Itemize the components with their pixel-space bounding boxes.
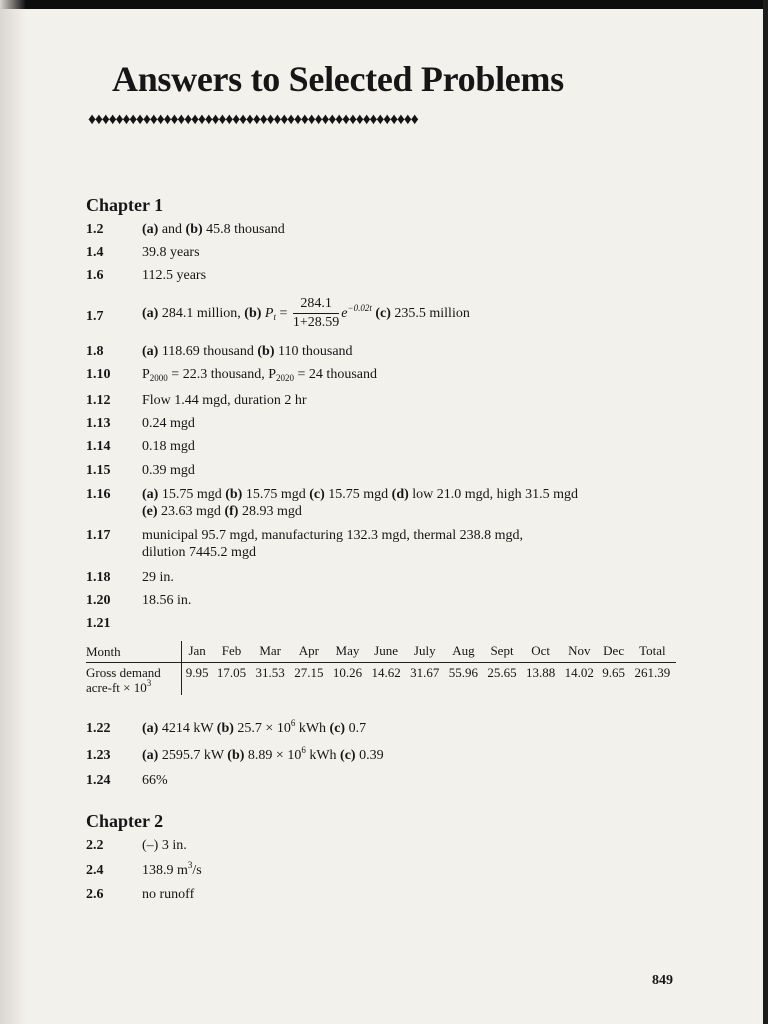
table-header-cell: Sept	[483, 641, 522, 663]
problem-number: 1.21	[86, 616, 111, 631]
problem-number: 1.7	[86, 309, 104, 324]
problem-number: 1.12	[86, 393, 111, 408]
answer-text: 138.9 $m^3/s$	[142, 860, 202, 878]
table-header-cell: Oct	[521, 641, 560, 663]
table-header-cell: July	[405, 641, 444, 663]
answer-text: 39.8 years	[142, 245, 200, 260]
table-row	[86, 663, 676, 696]
problem-number: 1.6	[86, 268, 104, 283]
chapter-1-heading: Chapter 1	[86, 195, 164, 215]
table-cell: 14.62	[371, 665, 401, 680]
answer-text: (a) 2595.7 kW (b) $8.89 \times 10^6$ kWh (c) 0.39	[142, 745, 384, 763]
answer-text: (a) 284.1 million, (b) $P_t$ = $\frac{284.1}{1+28.59}$ $e^{-0.02t}$ (c) 235.5 million	[142, 296, 470, 330]
answer-text: Flow 1.44 mgd, duration 2 hr	[142, 393, 307, 408]
gross-demand-table	[86, 641, 676, 695]
problem-number: 2.2	[86, 838, 104, 853]
problem-number: 2.4	[86, 863, 104, 878]
problem-number: 1.13	[86, 416, 111, 431]
table-header-cell: Nov	[560, 641, 599, 663]
problem-number: 1.17	[86, 528, 111, 543]
table-header-cell: Apr	[290, 641, 329, 663]
problem-number: 1.4	[86, 245, 104, 260]
answer-1-7	[86, 296, 706, 340]
answer-text: 112.5 years	[142, 268, 207, 283]
answer-text: $P_{2000} = 22.3$ thousand, $P_{2020} = 24$ thousand	[142, 367, 377, 383]
table-header-cell: Dec	[599, 641, 629, 663]
table-cell: 9.65	[602, 665, 626, 680]
table-header-cell: Feb	[212, 641, 251, 663]
problem-number: 1.2	[86, 222, 104, 237]
answer-text: (a) 118.69 thousand (b) 110 thousand	[142, 344, 353, 359]
answer-text: (–) 3 in.	[142, 838, 187, 853]
problem-number: 1.24	[86, 773, 111, 788]
problem-number: 1.10	[86, 367, 111, 382]
table-cell: 9.95	[185, 665, 209, 680]
page-number: 849	[652, 973, 673, 988]
problem-number: 1.22	[86, 721, 111, 736]
problem-number: 1.18	[86, 570, 111, 585]
table-header-cell: Mar	[251, 641, 290, 663]
answer-text: 18.56 in.	[142, 593, 192, 608]
answer-text: 66%	[142, 773, 168, 788]
table-cell: 31.67	[410, 665, 440, 680]
table-cell: 14.02	[564, 665, 594, 680]
table-cell: 261.39	[634, 665, 671, 680]
table-header-cell: May	[328, 641, 367, 663]
problem-number: 1.23	[86, 748, 111, 763]
table-header-cell: Month	[86, 641, 182, 663]
table-cell: 55.96	[448, 665, 478, 680]
chapter-2-section	[86, 808, 706, 908]
ornament-divider: ♦♦♦♦♦♦♦♦♦♦♦♦♦♦♦♦♦♦♦♦♦♦♦♦♦♦♦♦♦♦♦♦♦♦♦♦♦♦♦♦♦♦♦♦♦♦♦♦	[88, 111, 418, 128]
answer-text: 0.39 mgd	[142, 463, 195, 478]
table-cell: 27.15	[294, 665, 324, 680]
table-cell: 17.05	[216, 665, 247, 680]
table-header-cell: June	[367, 641, 406, 663]
answer-text: municipal 95.7 mgd, manufacturing 132.3 mgd, thermal 238.8 mgd, dilution 7445.2 mgd	[142, 528, 524, 560]
problem-number: 1.14	[86, 439, 111, 454]
answer-text: (a) and (b) 45.8 thousand	[142, 222, 285, 237]
scan-right-edge	[763, 0, 768, 1024]
problem-number: 1.20	[86, 593, 111, 608]
table-header-row	[86, 641, 676, 663]
table-cell: 13.88	[526, 665, 556, 680]
page-gutter-shadow	[0, 0, 26, 1024]
problem-number: 1.8	[86, 344, 104, 359]
answer-text: 29 in.	[142, 570, 174, 585]
problem-number: 1.16	[86, 487, 111, 502]
chapter-1-section	[86, 192, 706, 792]
page-title: Answers to Selected Problems	[112, 59, 564, 99]
answer-text: (a) 15.75 mgd (b) 15.75 mgd (c) 15.75 mgd (d) low 21.0 mgd, high 31.5 mgd (e) 23.63 mgd (f) 28.93 mgd	[142, 487, 578, 519]
problem-number: 1.15	[86, 463, 111, 478]
answer-text: 0.18 mgd	[142, 439, 195, 454]
scan-top-edge	[0, 0, 768, 9]
table-header-cell: Aug	[444, 641, 483, 663]
chapter-2-heading: Chapter 2	[86, 811, 164, 831]
table-cell: 10.26	[332, 665, 363, 680]
answer-text: (a) 4214 kW (b) $25.7 \times 10^6$ kWh (c) 0.7	[142, 718, 367, 736]
fraction: $\frac{284.1}{1+28.59}$	[292, 296, 340, 330]
answer-text: no runoff	[142, 887, 195, 902]
table-cell: 31.53	[255, 665, 285, 680]
row-label: Gross demand acre-ft × $10^3$	[86, 663, 182, 696]
answer-text: 0.24 mgd	[142, 416, 195, 431]
table-header-cell: Total	[629, 641, 676, 663]
problem-number: 2.6	[86, 887, 104, 902]
table-cell: 25.65	[487, 665, 517, 680]
table-header-cell: Jan	[182, 641, 213, 663]
